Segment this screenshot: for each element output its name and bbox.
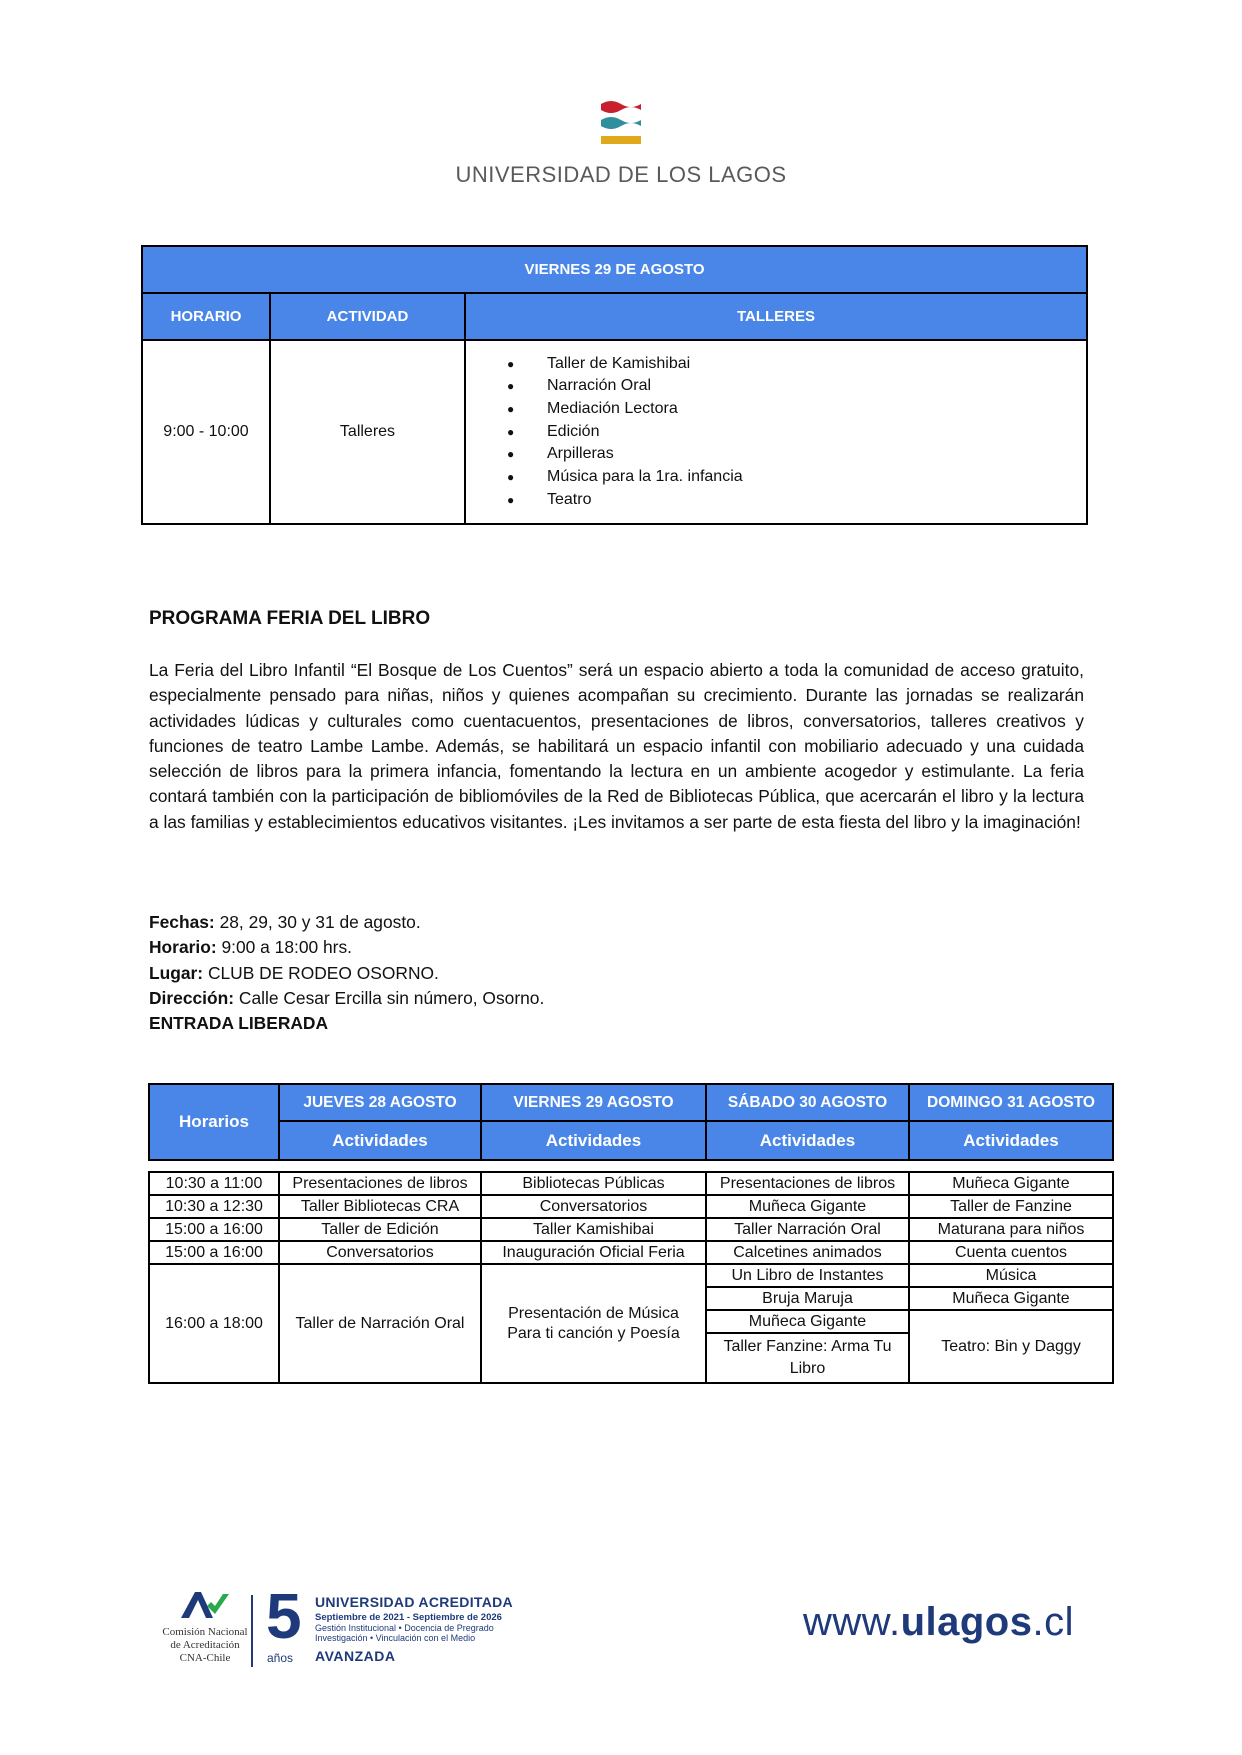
accreditation-years: 5 (266, 1580, 302, 1652)
row-cell: Bruja Maruja (706, 1287, 909, 1310)
list-item: ● Taller de Kamishibai (507, 353, 1085, 376)
row-time: 10:30 a 12:30 (149, 1195, 279, 1218)
list-item: ● Música para la 1ra. infancia (507, 466, 1085, 489)
music-line-2: Para ti canción y Poesía (507, 1324, 680, 1342)
row-cell: Teatro: Bin y Daggy (909, 1310, 1113, 1383)
row-cell: Taller de Narración Oral (279, 1264, 481, 1383)
workshop-activity: Talleres (270, 340, 465, 524)
col-horarios: Horarios (149, 1084, 279, 1160)
bullet-icon: ● (507, 470, 515, 485)
col-viernes: VIERNES 29 AGOSTO (481, 1084, 706, 1121)
row-cell: Muñeca Gigante (909, 1287, 1113, 1310)
workshop-list-cell (465, 340, 1087, 524)
row-cell: Taller de Edición (279, 1218, 481, 1241)
info-entrada: ENTRADA LIBERADA (149, 1013, 329, 1034)
activities-label: Actividades (909, 1121, 1113, 1160)
row-cell (481, 1264, 706, 1383)
bullet-icon: ● (507, 447, 515, 462)
info-lugar: Lugar: CLUB DE RODEO OSORNO. (149, 962, 439, 983)
website-link[interactable]: www.ulagos.cl (803, 1600, 1074, 1644)
info-direccion: Dirección: Calle Cesar Ercilla sin número, Osorno. (149, 987, 545, 1008)
col-talleres: TALLERES (465, 293, 1087, 340)
col-horario: HORARIO (142, 293, 270, 340)
row-time: 10:30 a 11:00 (149, 1172, 279, 1195)
row-time: 15:00 a 16:00 (149, 1218, 279, 1241)
program-title: PROGRAMA FERIA DEL LIBRO (149, 608, 431, 629)
row-cell: Muñeca Gigante (706, 1195, 909, 1218)
university-logo-icon (599, 96, 643, 150)
bullet-icon: ● (507, 401, 515, 416)
row-cell: Muñeca Gigante (909, 1172, 1113, 1195)
cna-line-1: Comisión Nacional (162, 1626, 248, 1638)
row-cell: Un Libro de Instantes (706, 1264, 909, 1287)
row-cell: Taller Fanzine: Arma Tu Libro (706, 1333, 909, 1383)
bullet-icon: ● (507, 356, 515, 371)
cna-line-2: de Acreditación (170, 1639, 240, 1651)
list-item: ● Narración Oral (507, 375, 1085, 398)
list-item: ● Mediación Lectora (507, 398, 1085, 421)
row-cell: Taller Narración Oral (706, 1218, 909, 1241)
cna-logo (150, 1590, 260, 1664)
table-row (149, 1195, 1113, 1218)
bullet-icon: ● (507, 492, 515, 507)
workshop-time: 9:00 - 10:00 (142, 340, 270, 524)
table-row (149, 1264, 1113, 1287)
activities-label: Actividades (279, 1121, 481, 1160)
row-cell: Muñeca Gigante (706, 1310, 909, 1333)
accreditation-block (315, 1594, 513, 1664)
accreditation-level: AVANZADA (315, 1648, 396, 1664)
accreditation-areas-2: Investigación • Vinculación con el Medio (315, 1633, 476, 1643)
workshops-table (141, 245, 1088, 525)
accreditation-areas-1: Gestión Institucional • Docencia de Pregrado (315, 1623, 494, 1633)
col-sabado: SÁBADO 30 AGOSTO (706, 1084, 909, 1121)
row-cell: Presentaciones de libros (706, 1172, 909, 1195)
workshops-table-title: VIERNES 29 DE AGOSTO (142, 246, 1087, 293)
row-cell: Bibliotecas Públicas (481, 1172, 706, 1195)
col-domingo: DOMINGO 31 AGOSTO (909, 1084, 1113, 1121)
music-line-1: Presentación de Música (508, 1304, 679, 1322)
col-actividad: ACTIVIDAD (270, 293, 465, 340)
table-row (149, 1241, 1113, 1264)
workshop-list (467, 353, 1085, 512)
university-logo (0, 96, 1242, 188)
accreditation-years-label: años (267, 1651, 294, 1665)
row-time: 15:00 a 16:00 (149, 1241, 279, 1264)
row-cell: Música (909, 1264, 1113, 1287)
accreditation-title: UNIVERSIDAD ACREDITADA (315, 1594, 513, 1610)
row-cell: Calcetines animados (706, 1241, 909, 1264)
footer-divider (251, 1595, 253, 1667)
info-fechas: Fechas: 28, 29, 30 y 31 de agosto. (149, 912, 421, 932)
activities-label: Actividades (706, 1121, 909, 1160)
accreditation-period: Septiembre de 2021 - Septiembre de 2026 (315, 1612, 502, 1623)
table-row (149, 1218, 1113, 1241)
row-cell: Conversatorios (279, 1241, 481, 1264)
cna-line-3: CNA-Chile (179, 1652, 231, 1664)
info-horario: Horario: 9:00 a 18:00 hrs. (149, 937, 352, 958)
list-item: ● Teatro (507, 489, 1085, 512)
event-info (149, 910, 544, 1036)
bullet-icon: ● (507, 424, 515, 439)
university-name: UNIVERSIDAD DE LOS LAGOS (455, 162, 787, 187)
row-cell: Taller Kamishibai (481, 1218, 706, 1241)
row-cell: Conversatorios (481, 1195, 706, 1218)
bullet-icon: ● (507, 379, 515, 394)
row-cell: Presentaciones de libros (279, 1172, 481, 1195)
row-cell: Taller Bibliotecas CRA (279, 1195, 481, 1218)
list-item: ● Arpilleras (507, 443, 1085, 466)
schedule-table (148, 1083, 1114, 1384)
row-cell: Inauguración Oficial Feria (481, 1241, 706, 1264)
table-row (149, 1172, 1113, 1195)
row-cell: Maturana para niños (909, 1218, 1113, 1241)
row-cell: Taller de Fanzine (909, 1195, 1113, 1218)
activities-label: Actividades (481, 1121, 706, 1160)
row-time: 16:00 a 18:00 (149, 1264, 279, 1383)
cna-logo-icon (177, 1590, 233, 1620)
col-jueves: JUEVES 28 AGOSTO (279, 1084, 481, 1121)
row-cell: Cuenta cuentos (909, 1241, 1113, 1264)
list-item: ● Edición (507, 421, 1085, 444)
program-intro: La Feria del Libro Infantil “El Bosque de Los Cuentos” será un espacio abierto a toda la comunidad de acceso gratuito, especialmente pensado para niñas, niños y quienes acompañan su crecimiento. Durante las jornadas se realizarán actividades lúdicas y culturales como cuentacuentos, presentaciones de libros, conversatorios, talleres creativos y funciones de teatro Lambe Lambe. Además, se habilitará un espacio infantil con mobiliario adecuado y una cuidada selección de libros para la primera infancia, fomentando la lectura en un ambiente acogedor y estimulante. La feria contará también con la participación de bibliomóviles de la Red de Bibliotecas Pública, que acercarán el libro y la lectura a las familias y establecimientos educativos visitantes. ¡Les invitamos a ser parte de esta fiesta del libro y la imaginación! (149, 660, 1084, 832)
